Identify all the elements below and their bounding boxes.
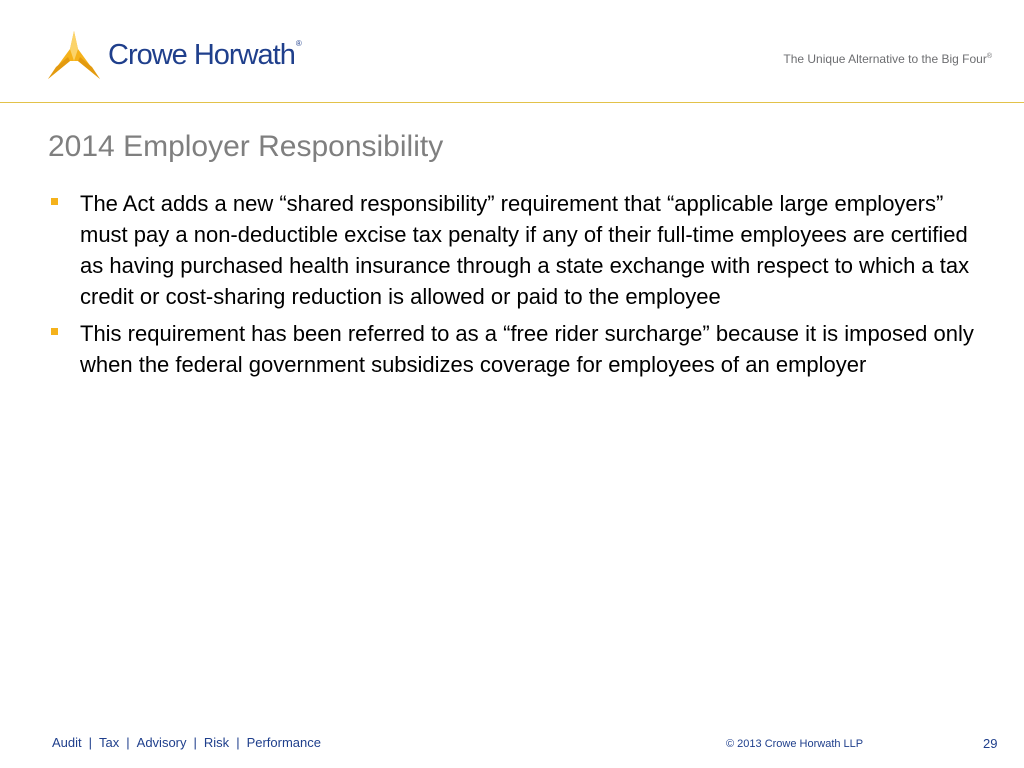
logo-wordmark [108,39,302,72]
bullet-list [48,188,983,386]
bullet-item [48,318,983,380]
crowe-horwath-logo [48,30,302,80]
footer-service-tax: Tax [99,735,120,750]
page-number: 29 [983,736,998,751]
logo-wordmark-text: Crowe Horwath [108,38,295,71]
footer-separator: | [88,735,93,750]
footer-separator: | [236,735,240,750]
square-bullet-icon [51,328,58,335]
logo-registered-mark: ® [295,38,302,48]
slide-title: 2014 Employer Responsibility [48,130,444,163]
slide-header [0,0,1024,103]
footer-service-performance: Performance [246,735,321,750]
square-bullet-icon [51,198,58,205]
bullet-text: This requirement has been referred to as a “free rider surcharge” because it is imposed only when the federal government subsidizes coverage for employees of an employer [80,321,974,377]
footer-copyright: © 2013 Crowe Horwath LLP [726,738,864,750]
footer-service-risk: Risk [203,735,230,750]
tagline-text: The Unique Alternative to the Big Four [783,52,987,66]
footer-service-advisory: Advisory [136,735,187,750]
footer-services [52,735,321,750]
footer-separator: | [126,735,130,750]
footer-service-audit: Audit [52,735,82,750]
bullet-text: The Act adds a new “shared responsibility” requirement that “applicable large employers” must pay a non-deductible excise tax penalty if any of their full-time employees are certified as having purchased health insurance through a state exchange with respect to which a tax credit or cost-sharing reduction is allowed or paid to the employee [80,191,970,309]
bullet-item [48,188,983,312]
crowe-logo-icon [48,31,100,79]
header-tagline [783,52,992,66]
tagline-registered-mark: ® [986,53,992,60]
footer-separator: | [193,735,197,750]
